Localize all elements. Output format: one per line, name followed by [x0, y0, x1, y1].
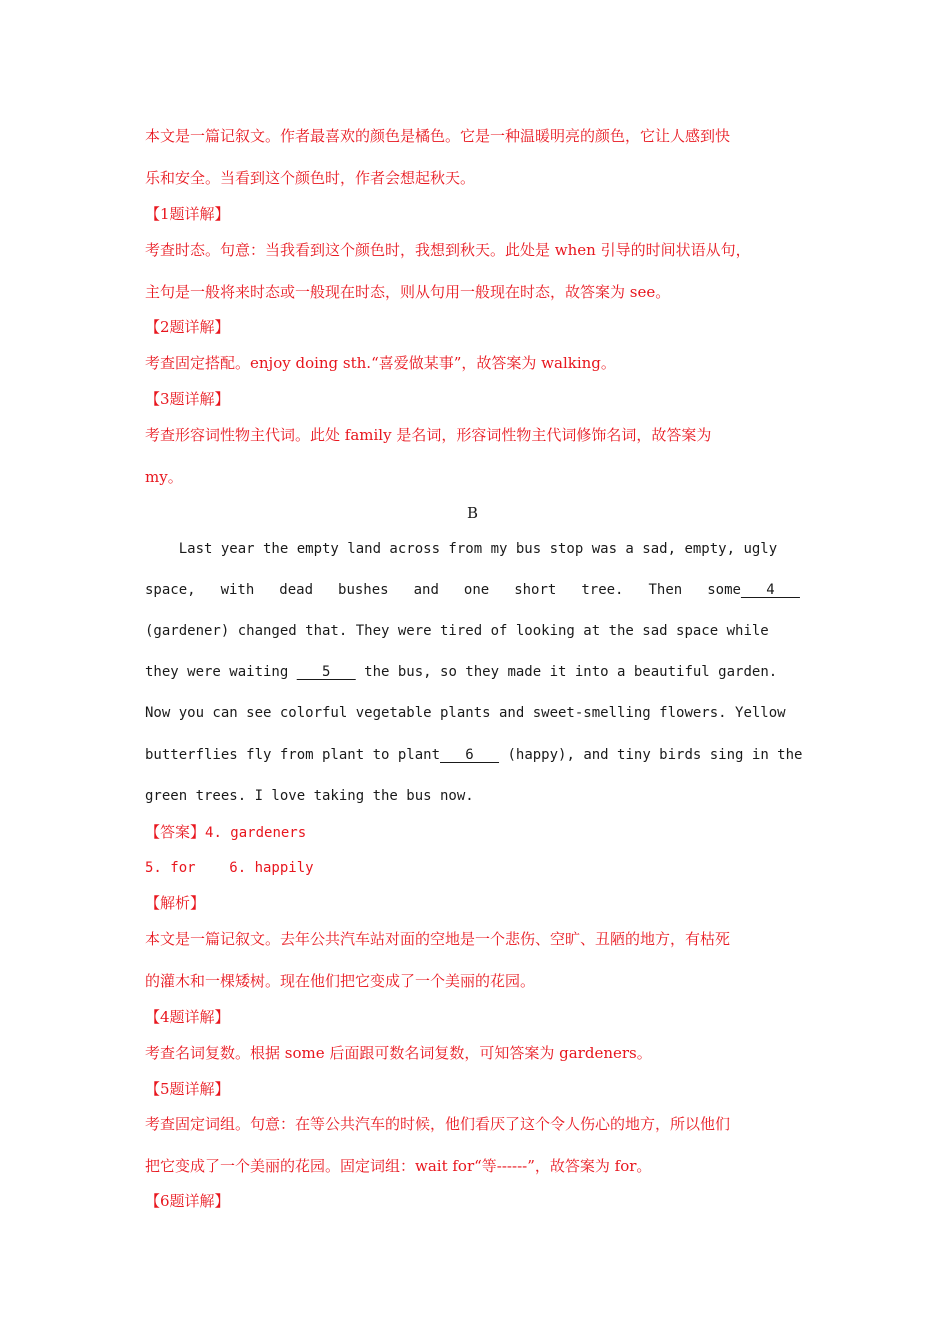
summary-text: 乐和安全。当看到这个颜色时，作者会想起秋天。 — [145, 169, 476, 187]
question-heading: 【4题详解】 — [145, 1008, 230, 1026]
explanation-text: 把它变成了一个美丽的花园。固定词组：wait for“等------”，故答案为 for。 — [145, 1157, 652, 1175]
question-heading: 【3题详解】 — [145, 390, 230, 408]
word: one — [463, 582, 490, 598]
passage-text: (happy), and tiny birds sing in the — [499, 747, 803, 763]
passage-line: green trees. I love taking the bus now. — [145, 788, 474, 804]
passage-line — [145, 580, 800, 600]
question-heading: 【2题详解】 — [145, 318, 230, 336]
passage-line: Now you can see colorful vegetable plants and sweet-smelling flowers. Yellow — [145, 705, 786, 721]
word: dead — [279, 582, 314, 598]
explanation-text: 考查形容词性物主代词。此处 family 是名词，形容词性物主代词修饰名词，故答案为 — [145, 426, 712, 444]
passage-text: they were waiting — [145, 664, 297, 680]
word: and — [413, 582, 439, 598]
section-letter: B — [466, 504, 479, 522]
summary-text: 的灌木和一棵矮树。现在他们把它变成了一个美丽的花园。 — [145, 972, 536, 990]
explanation-text: 考查固定词组。句意：在等公共汽车的时候，他们看厌了这个令人伤心的地方，所以他们 — [145, 1115, 731, 1133]
question-heading: 【5题详解】 — [145, 1080, 230, 1098]
passage-line — [145, 745, 815, 765]
word: bushes — [338, 582, 389, 598]
answer-value: 4. gardeners — [205, 825, 307, 841]
word: with — [220, 582, 255, 598]
summary-text: 本文是一篇记叙文。作者最喜欢的颜色是橘色。它是一种温暖明亮的颜色，它让人感到快 — [145, 127, 731, 145]
analysis-heading: 【解析】 — [145, 894, 206, 912]
word: short — [514, 582, 557, 598]
answer-line — [145, 822, 815, 843]
blank-6: 6 — [440, 747, 500, 763]
passage-line: Last year the empty land across from my bus stop was a sad, empty, ugly — [145, 541, 778, 557]
word-with-blank — [707, 580, 800, 600]
explanation-text: 主句是一般将来时态或一般现在时态，则从句用一般现在时态，故答案为 see。 — [145, 283, 671, 301]
question-heading: 【6题详解】 — [145, 1192, 230, 1210]
explanation-text: 考查时态。句意：当我看到这个颜色时，我想到秋天。此处是 when 引导的时间状语从句， — [145, 241, 751, 259]
passage-line — [145, 662, 815, 682]
blank-5: 5 — [296, 664, 356, 680]
explanation-text: 考查名词复数。根据 some 后面跟可数名词复数，可知答案为 gardeners。 — [145, 1044, 652, 1062]
word: Then — [648, 582, 683, 598]
answer-heading: 【答案】 — [145, 823, 206, 841]
summary-text: 本文是一篇记叙文。去年公共汽车站对面的空地是一个悲伤、空旷、丑陋的地方，有枯死 — [145, 930, 731, 948]
passage-text: the bus, so they made it into a beautiful garden. — [355, 664, 778, 680]
explanation-text: my。 — [145, 468, 183, 486]
passage-line: (gardener) changed that. They were tired of looking at the sad space while — [145, 623, 769, 639]
word: some — [707, 582, 741, 598]
answer-value: 5. for 6. happily — [145, 860, 314, 876]
explanation-text: 考查固定搭配。enjoy doing sth.“喜爱做某事”，故答案为 walking。 — [145, 354, 616, 372]
question-heading: 【1题详解】 — [145, 205, 230, 223]
word: space, — [145, 582, 196, 598]
passage-text: butterflies fly from plant to plant — [145, 747, 441, 763]
blank-4: 4 — [740, 582, 800, 598]
word: tree. — [581, 582, 624, 598]
